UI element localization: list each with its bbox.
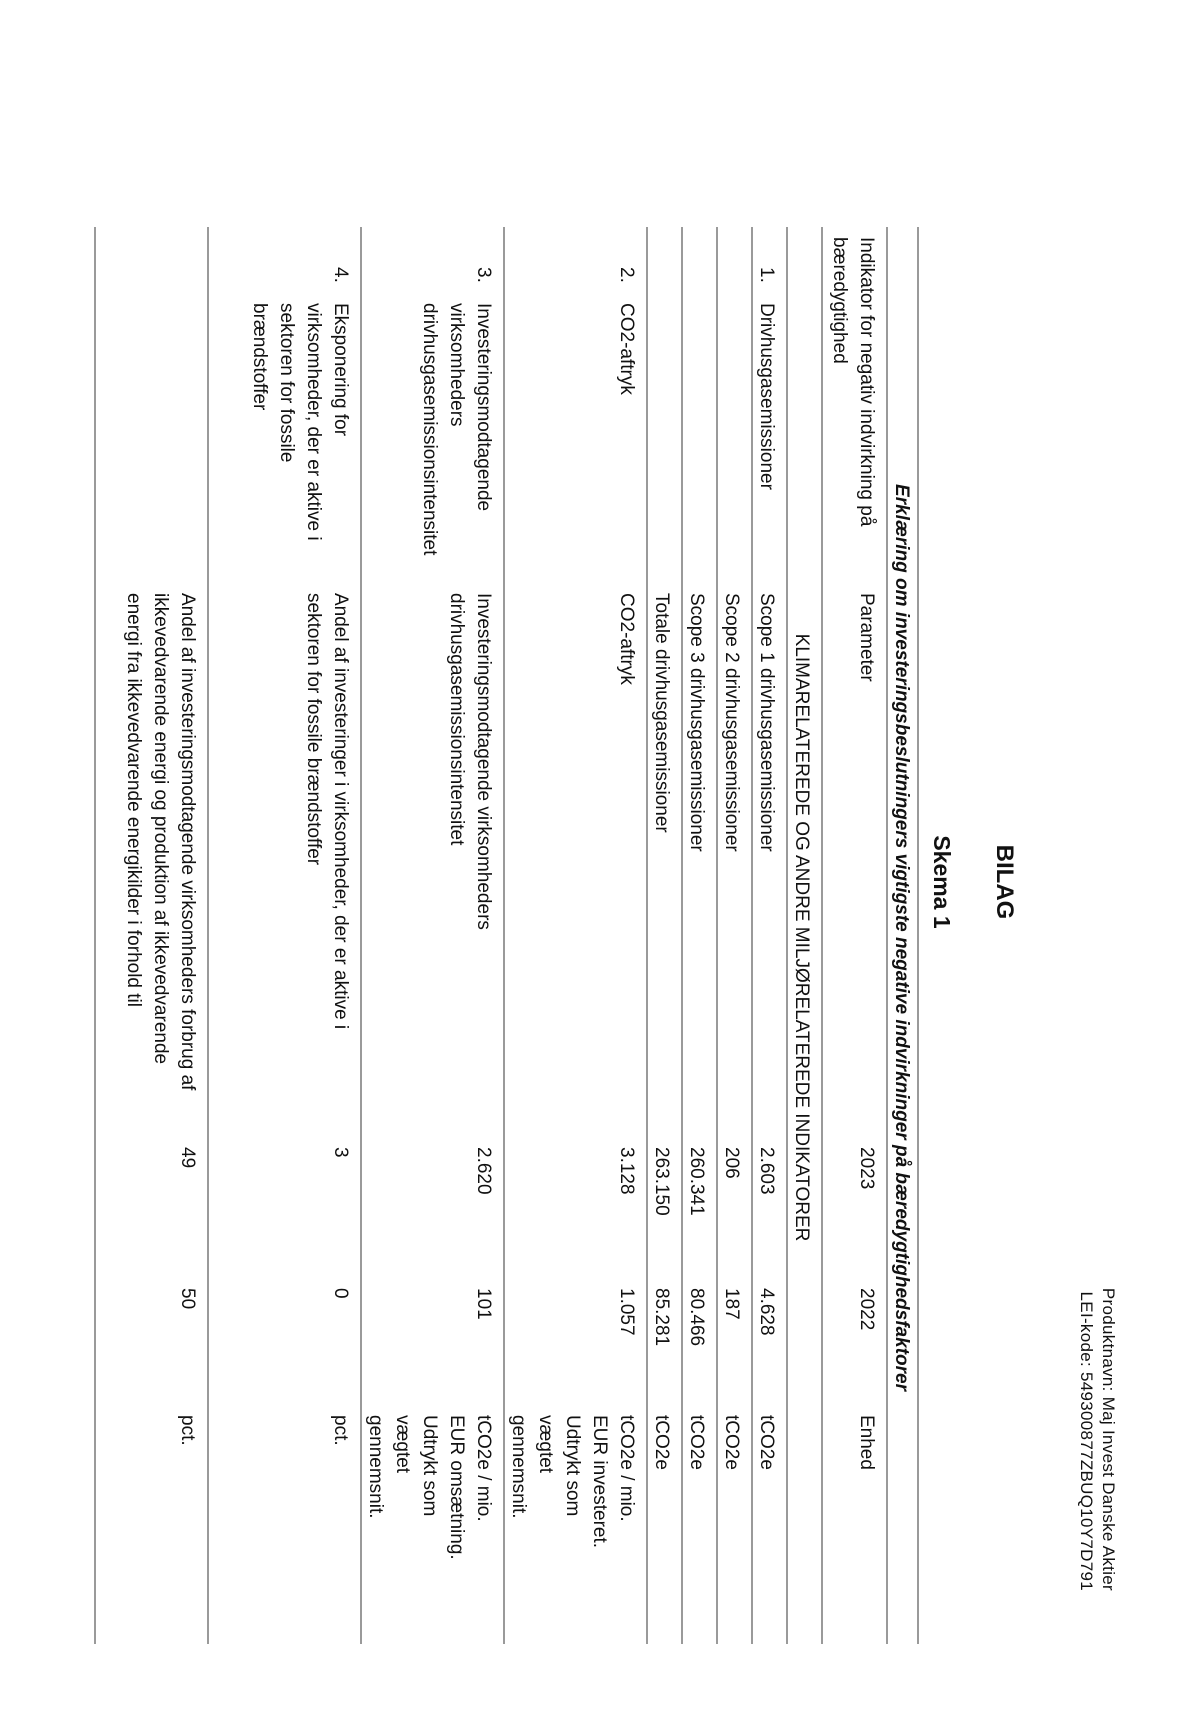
indicator-cell xyxy=(647,227,682,583)
section-header: KLIMARELATEREDE OG ANDRE MILJØRELATEREDE INDIKATORER xyxy=(787,227,822,1644)
column-header: Parameter xyxy=(822,583,887,1137)
parameter-cell: Investeringsmodtagende virksomheders drivhusgasemissionsintensitet xyxy=(361,583,504,1137)
pai-table xyxy=(94,227,919,1644)
parameter-cell: CO2-aftryk xyxy=(504,583,647,1137)
indicator-number: 2. xyxy=(616,267,637,283)
indicator-number: 3. xyxy=(473,267,494,283)
value-2023: 3 xyxy=(208,1137,361,1278)
unit-cell: tCO2e / mio. EUR omsætning. Udtrykt som vægtet gennemsnit. xyxy=(361,1405,504,1644)
column-header: Enhed xyxy=(822,1405,887,1644)
product-name: Produktnavn: Maj Invest Danske Aktier xyxy=(1099,1287,1118,1591)
value-2023: 2.620 xyxy=(361,1137,504,1278)
value-2023: 260.341 xyxy=(682,1137,717,1278)
indicator-label: CO2-aftryk xyxy=(616,303,637,395)
indicator-label: Eksponering for virksomheder, der er aktive i sektoren for fossile brændstoffer xyxy=(249,303,351,541)
table-title: Erklæring om investeringsbeslutningers vigtigste negative indvirkninger på bæredygtighedsfaktorer xyxy=(887,227,918,1644)
value-2022: 0 xyxy=(208,1278,361,1405)
indicator-cell xyxy=(504,227,647,583)
column-header: Indikator for negativ indvirkning på bæredygtighed xyxy=(822,227,887,583)
value-2023: 263.150 xyxy=(647,1137,682,1278)
value-2023: 49 xyxy=(95,1137,208,1278)
value-2022: 85.281 xyxy=(647,1278,682,1405)
heading: BILAG xyxy=(991,844,1018,920)
unit-cell: tCO2e xyxy=(647,1405,682,1644)
indicator-number: 4. xyxy=(330,267,351,283)
unit-cell: tCO2e xyxy=(682,1405,717,1644)
indicator-label: Investeringsmodtagende virksomheders drivhusgasemissionsintensitet xyxy=(419,303,494,556)
value-2022: 50 xyxy=(95,1278,208,1405)
indicator-cell xyxy=(361,227,504,583)
indicator-label: Drivhusgasemissioner xyxy=(756,303,777,490)
unit-cell: pct. xyxy=(208,1405,361,1644)
indicator-cell xyxy=(95,227,208,583)
value-2023: 3.128 xyxy=(504,1137,647,1278)
parameter-cell: Totale drivhusgasemissioner xyxy=(647,583,682,1137)
parameter-cell: Scope 3 drivhusgasemissioner xyxy=(682,583,717,1137)
table-row xyxy=(717,227,752,1644)
table-row xyxy=(361,227,504,1644)
unit-cell: pct. xyxy=(95,1405,208,1644)
column-header: 2023 xyxy=(822,1137,887,1278)
unit-cell: tCO2e / mio. EUR investeret. Udtrykt som vægtet gennemsnit. xyxy=(504,1405,647,1644)
indicator-number: 1. xyxy=(756,267,777,283)
value-2023: 206 xyxy=(717,1137,752,1278)
parameter-cell: Andel af investeringsmodtagende virksomheders forbrug af ikkevedvarende energi og produktion af ikkevedvarende energi fra ikkevedvarende energikilder i forhold til xyxy=(95,583,208,1137)
table-row xyxy=(682,227,717,1644)
table-row xyxy=(95,227,208,1644)
parameter-cell: Scope 1 drivhusgasemissioner xyxy=(752,583,787,1137)
parameter-cell: Andel af investeringer i virksomheder, der er aktive i sektoren for fossile brændstoffer xyxy=(208,583,361,1137)
table-row xyxy=(208,227,361,1644)
indicator-cell xyxy=(752,227,787,583)
unit-cell: tCO2e xyxy=(717,1405,752,1644)
column-header: 2022 xyxy=(822,1278,887,1405)
table-row xyxy=(504,227,647,1644)
table-row xyxy=(647,227,682,1644)
value-2022: 1.057 xyxy=(504,1278,647,1405)
value-2022: 101 xyxy=(361,1278,504,1405)
indicator-cell xyxy=(208,227,361,583)
value-2022: 80.466 xyxy=(682,1278,717,1405)
indicator-cell xyxy=(682,227,717,583)
value-2022: 187 xyxy=(717,1278,752,1405)
unit-cell: tCO2e xyxy=(752,1405,787,1644)
subheading: Skema 1 xyxy=(929,835,955,929)
value-2023: 2.603 xyxy=(752,1137,787,1278)
indicator-cell xyxy=(717,227,752,583)
lei-code: LEI-kode: 549300877ZBUQ10Y7D791 xyxy=(1077,1291,1096,1591)
parameter-cell: Scope 2 drivhusgasemissioner xyxy=(717,583,752,1137)
table-row xyxy=(752,227,787,1644)
value-2022: 4.628 xyxy=(752,1278,787,1405)
